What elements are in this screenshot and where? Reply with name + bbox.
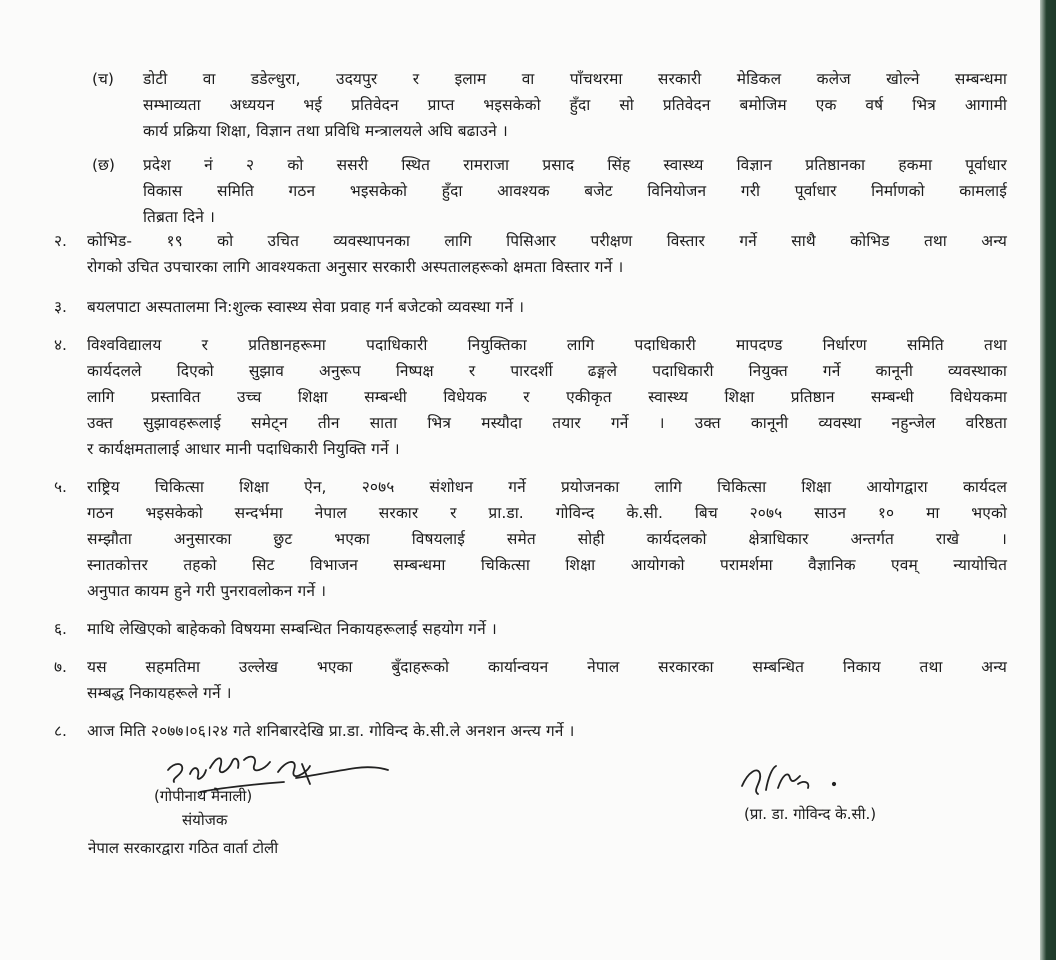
agreement-item-6 — [87, 616, 1007, 642]
item-line: बयलपाटा अस्पतालमा नि:शुल्क स्वास्थ्य सेवा प्रवाह गर्न बजेटको व्यवस्था गर्ने । — [87, 298, 525, 316]
left-signatory-name: (गोपीनाथ मैनाली) — [154, 787, 253, 805]
item-line: आज मिति २०७७।०६।२४ गते शनिबारदेखि प्रा.डा. गोविन्द के.सी.ले अनशन अन्त्य गर्ने । — [87, 722, 575, 740]
agreement-item-8 — [87, 718, 1007, 744]
agreement-item-cha — [143, 66, 1007, 144]
item-line: माथि लेखिएको बाहेकको विषयमा सम्बन्धित निकायहरूलाई सहयोग गर्ने । — [87, 620, 497, 638]
item-line: सम्बद्ध निकायहरूले गर्ने । — [87, 684, 232, 702]
item-line: विकास समिति गठन भइसकेको हुँदा आवश्यक बजेट विनियोजन गरी पूर्वाधार निर्माणको कामलाई — [143, 182, 1007, 200]
item-line: कार्यदलले दिएको सुझाव अनुरूप निष्पक्ष र पारदर्शी ढङ्गले पदाधिकारी नियुक्त गर्ने कानूनी व्यवस्थाका — [87, 362, 1007, 380]
agreement-item-3 — [87, 294, 1007, 320]
agreement-item-2 — [87, 228, 1007, 280]
left-signatory-role: संयोजक — [182, 811, 228, 829]
item-number: ३. — [54, 298, 67, 316]
item-line: गठन भइसकेको सन्दर्भमा नेपाल सरकार र प्रा.डा. गोविन्द के.सी. बिच २०७५ साउन १० मा भएको — [87, 504, 1007, 522]
item-line: स्नातकोत्तर तहको सिट विभाजन सम्बन्धमा चिकित्सा शिक्षा आयोगको परामर्शमा वैज्ञानिक एवम् न्यायोचित — [87, 556, 1007, 574]
item-line: सम्झौता अनुसारका छुट भएका विषयलाई समेत सोही कार्यदलको क्षेत्राधिकार अन्तर्गत राखे । — [87, 530, 1007, 548]
item-line: प्रदेश नं २ को ससरी स्थित रामराजा प्रसाद सिंह स्वास्थ्य विज्ञान प्रतिष्ठानका हकमा पूर्वाधार — [143, 156, 1007, 174]
binder-edge — [1040, 0, 1056, 960]
item-number: ५. — [54, 478, 67, 496]
item-line: रोगको उचित उपचारका लागि आवश्यकता अनुसार सरकारी अस्पतालहरूको क्षमता विस्तार गर्ने । — [87, 258, 624, 276]
item-number: ७. — [54, 658, 67, 676]
item-line: यस सहमतिमा उल्लेख भएका बुँदाहरूको कार्यान्वयन नेपाल सरकारका सम्बन्धित निकाय तथा अन्य — [87, 658, 1007, 676]
item-line: अनुपात कायम हुने गरी पुनरावलोकन गर्ने । — [87, 582, 327, 600]
item-line: विश्वविद्यालय र प्रतिष्ठानहरूमा पदाधिकारी नियुक्तिका लागि पदाधिकारी मापदण्ड निर्धारण समिति तथा — [87, 336, 1007, 354]
agreement-item-chha — [143, 152, 1007, 230]
right-signatory-name: (प्रा. डा. गोविन्द के.सी.) — [744, 805, 877, 823]
item-number: (च) — [92, 70, 114, 88]
item-line: राष्ट्रिय चिकित्सा शिक्षा ऐन, २०७५ संशोधन गर्ने प्रयोजनका लागि चिकित्सा शिक्षा आयोगद्वारा कार्यदल — [87, 478, 1007, 496]
agreement-item-7 — [87, 654, 1007, 706]
item-number: ४. — [54, 336, 67, 354]
item-line: र कार्यक्षमतालाई आधार मानी पदाधिकारी नियुक्ति गर्ने । — [87, 440, 400, 458]
agreement-item-5 — [87, 474, 1007, 604]
item-line: कार्य प्रक्रिया शिक्षा, विज्ञान तथा प्रविधि मन्त्रालयले अघि बढाउने । — [143, 122, 508, 140]
item-number: २. — [54, 232, 67, 250]
item-number: ६. — [54, 620, 67, 638]
item-line: उक्त सुझावहरूलाई समेट्न तीन साता भित्र मस्यौदा तयार गर्ने । उक्त कानूनी व्यवस्था नहुन्जेल वरिष्ठता — [87, 414, 1007, 432]
item-line: डोटी वा डडेल्धुरा, उदयपुर र इलाम वा पाँचथरमा सरकारी मेडिकल कलेज खोल्ने सम्बन्धमा — [143, 70, 1007, 88]
agreement-item-4 — [87, 332, 1007, 462]
item-number: ८. — [54, 722, 67, 740]
left-signatory-organization: नेपाल सरकारद्वारा गठित वार्ता टोली — [88, 839, 279, 857]
item-line: कोभिड- १९ को उचित व्यवस्थापनका लागि पिसिआर परीक्षण विस्तार गर्ने साथै कोभिड तथा अन्य — [87, 232, 1007, 250]
item-line: तिब्रता दिने । — [143, 208, 215, 226]
signature-govinda-kc — [738, 760, 848, 800]
item-number: (छ) — [92, 156, 115, 174]
item-line: लागि प्रस्तावित उच्च शिक्षा सम्बन्धी विधेयक र एकीकृत स्वास्थ्य शिक्षा प्रतिष्ठान सम्बन्धी विधेयकमा — [87, 388, 1007, 406]
item-line: सम्भाव्यता अध्ययन भई प्रतिवेदन प्राप्त भइसकेको हुँदा सो प्रतिवेदन बमोजिम एक वर्ष भित्र आगामी — [143, 96, 1007, 114]
